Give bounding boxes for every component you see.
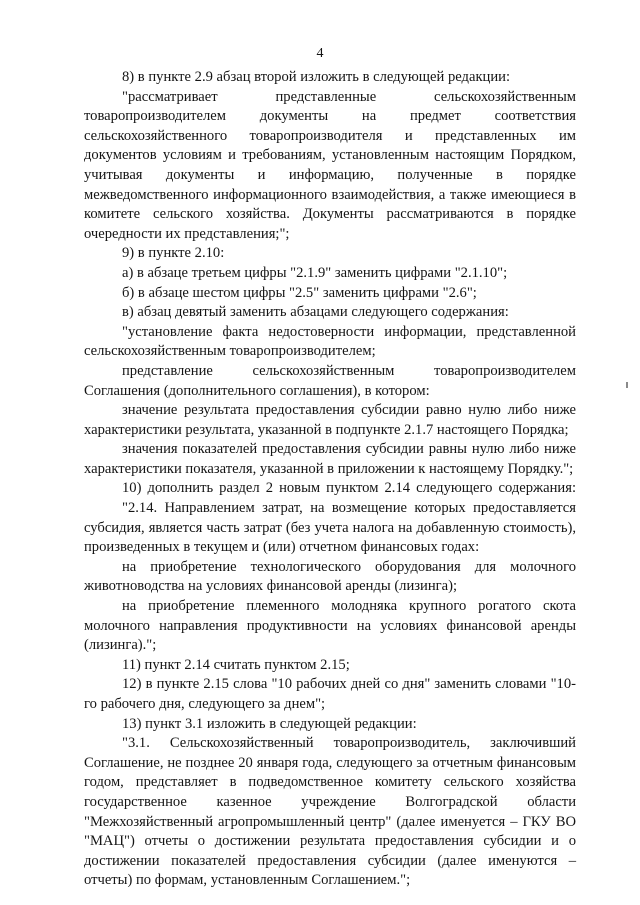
paragraph-item-13: 13) пункт 3.1 изложить в следующей редакции:	[122, 715, 417, 732]
paragraph-item-11: 11) пункт 2.14 считать пунктом 2.15;	[122, 656, 350, 673]
document-body	[84, 68, 576, 891]
paragraph-item-12: 12) в пункте 2.15 слова "10 рабочих дней со дня" заменить словами "10-го рабочего дня, следующего за днем";	[84, 676, 576, 712]
paragraph-item-8: 8) в пункте 2.9 абзац второй изложить в следующей редакции:	[122, 69, 511, 85]
paragraph-item-9b: б) в абзаце шестом цифры "2.5" заменить цифрами "2.6";	[122, 284, 477, 301]
paragraph-item-10: 10) дополнить раздел 2 новым пунктом 2.14 следующего содержания:	[122, 480, 576, 497]
paragraph-item-9a: а) в абзаце третьем цифры "2.1.9" заменить цифрами "2.1.10";	[122, 264, 508, 281]
margin-speck	[626, 382, 628, 388]
paragraph-quote-agreement-submission: представление сельскохозяйственным товаропроизводителем Соглашения (дополнительного соглашения), в котором:	[84, 362, 576, 399]
paragraph-2-9-new-text: "рассматривает представленные сельскохозяйственным товаропроизводителем документы на предмет соответствия сельскохозяйственного товаропроизводителя и представленных им документов условиям и требованиям, установленным настоящим Порядком, учитывая документы и информацию, полученные в порядке межведомственного информационного взаимодействия, а также имеющиеся в комитете сельского хозяйства. Документы рассматриваются в порядке очередности их представления;";	[84, 88, 576, 242]
paragraph-quote-indicator-values: значения показателей предоставления субсидии равны нулю либо ниже характеристики показателя, указанной в приложении к настоящему Порядку.";	[84, 441, 576, 477]
page-number: 4	[316, 46, 324, 61]
paragraph-quote-result-value: значение результата предоставления субсидии равно нулю либо ниже характеристики результата, указанной в подпункте 2.1.7 настоящего Порядка;	[84, 402, 576, 438]
paragraph-quote-3-1: "3.1. Сельскохозяйственный товаропроизводитель, заключивший Соглашение, не позднее 20 января года, следующего за отчетным финансовым годом, представляет в подведомственное комитету сельского хозяйства государственное казенное учреждение Волгоградской области "Межхозяйственный агропромышленный центр" (далее именуется – ГКУ ВО "МАЦ") отчеты о достижении результата предоставления субсидии и о достижении показателей предоставления субсидии (далее именуются – отчеты) по формам, установленным Соглашением.";	[84, 735, 576, 889]
paragraph-quote-fact-unreliability: "установление факта недостоверности информации, представленной сельскохозяйственным товаропроизводителем;	[84, 323, 576, 360]
paragraph-quote-equipment: на приобретение технологического оборудования для молочного животноводства на условиях финансовой аренды (лизинга);	[84, 558, 576, 595]
paragraph-item-9v: в) абзац девятый заменить абзацами следующего содержания:	[122, 304, 509, 321]
paragraph-quote-2-14: "2.14. Направлением затрат, на возмещение которых предоставляется субсидия, является часть затрат (без учета налога на добавленную стоимость), произведенных в текущем и (или) отчетном финансовых годах:	[84, 500, 576, 556]
paragraph-item-9: 9) в пункте 2.10:	[122, 245, 225, 262]
paragraph-quote-livestock: на приобретение племенного молодняка крупного рогатого скота молочного направления продуктивности на условиях финансовой аренды (лизинга).";	[84, 598, 576, 654]
